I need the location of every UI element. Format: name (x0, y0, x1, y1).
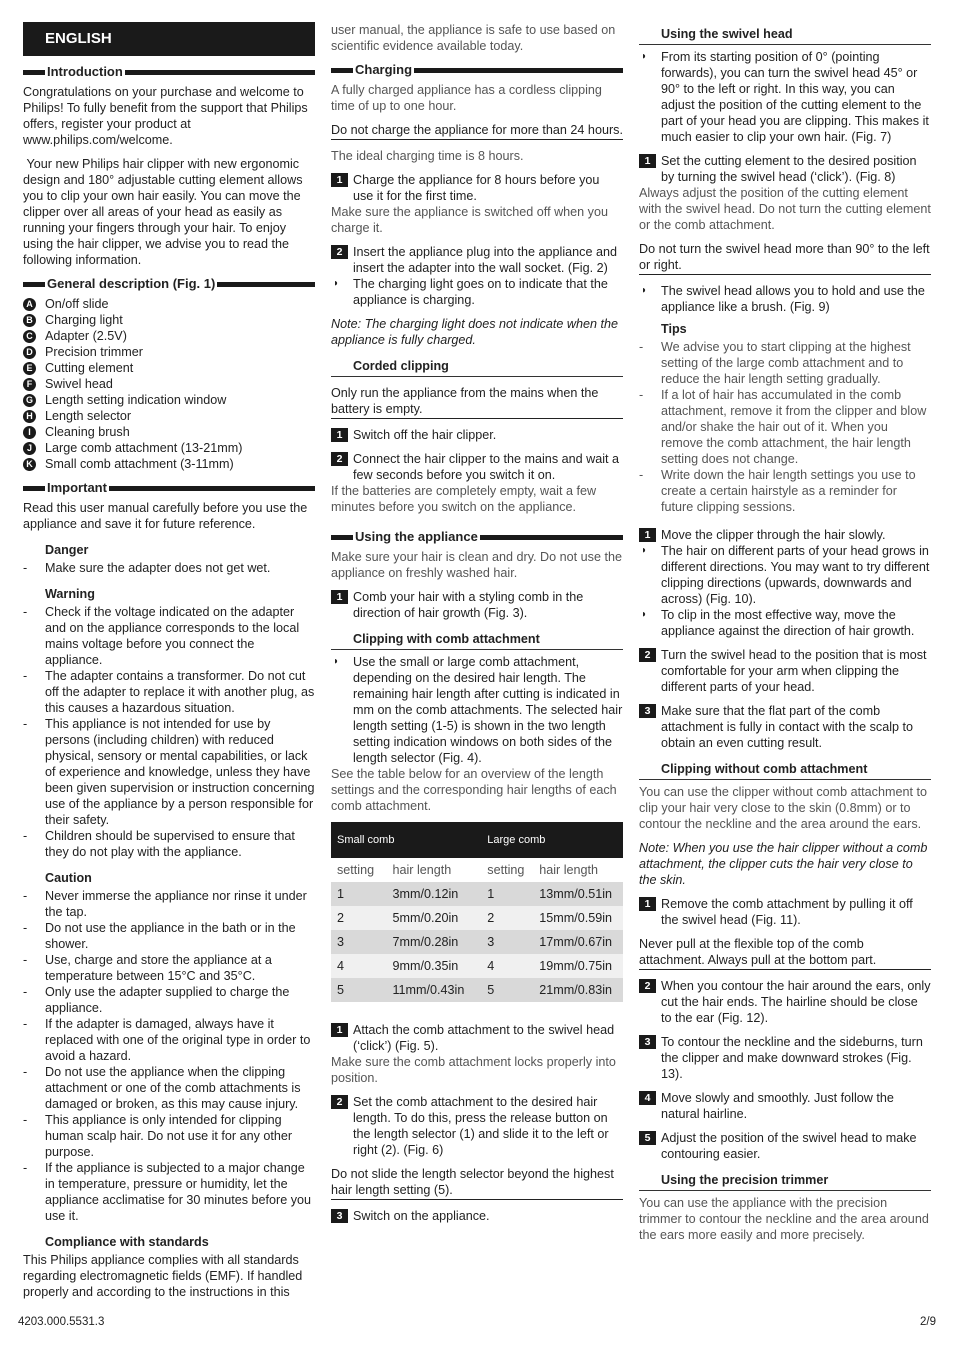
swivel-p1: Always adjust the position of the cutting element with the swivel head. Do not turn the cutting element or the comb attachment. (639, 186, 931, 232)
charging-note: Note: The charging light does not indicate when the appliance is fully charged. (331, 317, 619, 347)
charging-p3: Make sure the appliance is switched off when you charge it. (331, 205, 608, 235)
step-number-icon: 1 (331, 173, 348, 187)
part-item: K Small comb attachment (3-11mm) (23, 456, 315, 472)
swivel-step-1: 1 Set the cutting element to the desired position by turning the swivel head (‘click’). (Fig. 8) (639, 153, 931, 185)
using-step-1: 1 Comb your hair with a styling comb in the direction of hair growth (Fig. 3). (331, 589, 623, 621)
step-number-icon: 1 (331, 590, 348, 604)
length-settings-table (331, 822, 623, 1002)
table-row: 5 11mm/0.43in 5 21mm/0.83in (331, 978, 623, 1002)
part-item: G Length setting indication window (23, 392, 315, 408)
swivel-warning: Do not turn the swivel head more than 90° to the left or right. (639, 241, 931, 275)
swivel-step-s1: 1 Move the clipper through the hair slowly. (639, 527, 931, 543)
charging-step-2: 2 Insert the appliance plug into the appliance and insert the adapter into the wall socket. (Fig. 2) (331, 244, 623, 276)
part-item: C Adapter (2.5V) (23, 328, 315, 344)
letter-badge-icon: C (23, 330, 36, 343)
comb-bullet: ◗ Use the small or large comb attachment, depending on the desired hair length. The remaining hair length after cutting is indicated in mm on the comb attachments. The selected hair length setting (1-5) is shown in the two length setting indication windows on both sides of the length selector (Fig. 4). (333, 655, 623, 765)
attach-p: Make sure the comb attachment locks properly into position. (331, 1055, 616, 1085)
bullet-arrow-icon: ◗ (333, 278, 340, 289)
using-p1: Make sure your hair is clean and dry. Do not use the appliance on freshly washed hair. (331, 550, 622, 580)
corded-heading: Corded clipping (331, 358, 623, 377)
step-number-icon: 1 (331, 428, 348, 442)
page-number: 2/9 (920, 1316, 936, 1328)
bullet-arrow-icon: ◗ (641, 545, 648, 556)
attach-step-3: 3 Switch on the appliance. (331, 1208, 623, 1224)
charging-warning: Do not charge the appliance for more than 24 hours. (331, 122, 623, 140)
attach-step-1: 1 Attach the comb attachment to the swivel head (‘click’) (Fig. 5). (331, 1022, 623, 1054)
caution-heading: Caution (45, 871, 92, 885)
letter-badge-icon: E (23, 362, 36, 375)
table-row: 1 3mm/0.12in 1 13mm/0.51in (331, 882, 623, 906)
corded-warning: Only run the appliance from the mains when the battery is empty. (331, 385, 623, 419)
section-using: Using the appliance (331, 529, 623, 545)
without-heading: Clipping without comb attachment (639, 761, 931, 780)
compliance-heading: Compliance with standards (45, 1235, 209, 1249)
swivel-step-s3: 3 Make sure that the flat part of the comb attachment is fully in contact with the scalp to obtain an even cutting result. (639, 703, 931, 751)
section-important: Important (23, 480, 315, 496)
without-warning: Never pull at the flexible top of the comb attachment. Always pull at the bottom part. (639, 936, 931, 970)
corded-p: If the batteries are completely empty, wait a few minutes before you switch on the appliance. (331, 484, 597, 514)
table-subheader-row: setting hair length setting hair length (331, 858, 623, 882)
without-note: Note: When you use the hair clipper without a comb attachment, the clipper cuts the hair very close to the skin. (639, 841, 928, 887)
letter-badge-icon: H (23, 410, 36, 423)
section-general-description: General description (Fig. 1) (23, 276, 315, 292)
language-header: ENGLISH (23, 22, 315, 56)
step-number-icon: 1 (639, 528, 656, 542)
part-item: H Length selector (23, 408, 315, 424)
caution-list: - Never immerse the appliance nor rinse it under the tap. - Do not use the appliance in the bath or in the shower. - Use, charge and store the appliance at a temperature between 15°C and 35°C. - Only use the adapter supplied to charge the appliance. - If the adapter is damaged, always have it replaced with one of the original type in order to avoid a hazard. - Do not use the appliance when the clipping attachment or one of the comb attachments is damaged or broken, as this may cause injury. - This appliance is only intended for clipping human scalp hair. Do not use it for any other purpose. - If the appliance is subjected to a major change in temperature, pressure or humidity, let the appliance acclimatise for 30 minutes before you use it. (23, 888, 315, 1224)
compliance-text: This Philips appliance complies with all standards regarding electromagnetic fields (EMF). If handled properly and according to the instructions in this (23, 1253, 303, 1299)
letter-badge-icon: K (23, 458, 36, 471)
charging-p1: A fully charged appliance has a cordless clipping time of up to one hour. (331, 83, 602, 113)
letter-badge-icon: I (23, 426, 36, 439)
step-number-icon: 2 (331, 452, 348, 466)
compliance-text-cont: user manual, the appliance is safe to use based on scientific evidence available today. (331, 23, 616, 53)
table-header-small: Small comb (331, 822, 481, 858)
warning-list: - Check if the voltage indicated on the adapter and on the appliance corresponds to the local mains voltage before you connect the appliance. - The adapter contains a transformer. Do not cut off the adapter to replace it with another plug, as this causes a hazardous situation. - This appliance is not intended for use by persons (including children) with reduced physical, sensory or mental capabilities, or lack of experience and knowledge, unless they have been given supervision or instruction concerning use of the appliance by a person responsible for their safety. - Children should be supervised to ensure that they do not play with the appliance. (23, 604, 315, 860)
charging-p2: The ideal charging time is 8 hours. (331, 149, 524, 163)
swivel-bullet-b2: ◗ To clip in the most effective way, move the appliance against the direction of hair growth. (641, 608, 915, 638)
parts-list (23, 296, 315, 472)
step-number-icon: 2 (639, 648, 656, 662)
step-number-icon: 5 (639, 1131, 656, 1145)
column-1 (23, 22, 315, 1308)
step-number-icon: 1 (331, 1023, 348, 1037)
tips-heading: Tips (661, 322, 687, 336)
letter-badge-icon: B (23, 314, 36, 327)
without-step-5: 5 Adjust the position of the swivel head to make contouring easier. (639, 1130, 931, 1162)
corded-step-2: 2 Connect the hair clipper to the mains and wait a few seconds before you switch it on. (331, 451, 623, 483)
swivel-heading: Using the swivel head (639, 26, 931, 45)
danger-list: - Make sure the adapter does not get wet. (23, 560, 315, 576)
bullet-arrow-icon: ◗ (641, 609, 648, 620)
step-number-icon: 2 (331, 1095, 348, 1109)
danger-heading: Danger (45, 543, 89, 557)
charging-step-1: 1 Charge the appliance for 8 hours before you use it for the first time. (331, 172, 623, 204)
intro-paragraph-2: Your new Philips hair clipper with new ergonomic design and 180° adjustable cutting element allows you to clip your own hair easily. You can move the clipper over all areas of your head as easily as running your fingers through your hair. To enjoy using the hair clipper, we advise you to read the following information. (23, 157, 306, 267)
attach-step-2: 2 Set the comb attachment to the desired hair length. To do this, press the release button on the length selector (1) and slide it to the left or right (2). (Fig. 6) (331, 1094, 623, 1158)
letter-badge-icon: A (23, 298, 36, 311)
step-number-icon: 2 (331, 245, 348, 259)
attach-warning: Do not slide the length selector beyond the highest hair length setting (5). (331, 1166, 623, 1200)
letter-badge-icon: J (23, 442, 36, 455)
part-item: J Large comb attachment (13-21mm) (23, 440, 315, 456)
document-code: 4203.000.5531.3 (18, 1316, 105, 1328)
comb-heading: Clipping with comb attachment (331, 631, 623, 650)
bullet-arrow-icon: ◗ (641, 51, 648, 62)
part-item: I Cleaning brush (23, 424, 315, 440)
column-2 (331, 22, 623, 1224)
swivel-step-s2: 2 Turn the swivel head to the position that is most comfortable for your arm when clipping the different parts of your head. (639, 647, 931, 695)
step-number-icon: 2 (639, 979, 656, 993)
table-row: 3 7mm/0.28in 3 17mm/0.67in (331, 930, 623, 954)
bullet-arrow-icon: ◗ (641, 285, 648, 296)
swivel-bullet-1: ◗ From its starting position of 0° (pointing forwards), you can turn the swivel head 45° or 90° to the left or right. In this way, you can adjust the position of the cutting element to the part of your head you are clipping. This makes it much easier to clip your own hair. (Fig. 7) (641, 50, 929, 144)
warning-heading: Warning (45, 587, 95, 601)
letter-badge-icon: D (23, 346, 36, 359)
without-step-3: 3 To contour the neckline and the sideburns, turn the clipper and make downward strokes (Fig. 13). (639, 1034, 931, 1082)
swivel-bullet-2: ◗ The swivel head allows you to hold and use the appliance like a brush. (Fig. 9) (641, 284, 925, 314)
table-row: 4 9mm/0.35in 4 19mm/0.75in (331, 954, 623, 978)
precision-p1: You can use the appliance with the precision trimmer to contour the neckline and the area around the ears more easily and more precisely. (639, 1196, 929, 1242)
part-item: D Precision trimmer (23, 344, 315, 360)
part-item: E Cutting element (23, 360, 315, 376)
table-header-large: Large comb (481, 822, 623, 858)
without-step-4: 4 Move slowly and smoothly. Just follow the natural hairline. (639, 1090, 931, 1122)
step-number-icon: 3 (331, 1209, 348, 1223)
section-introduction: Introduction (23, 64, 315, 80)
charging-bullet: ◗ The charging light goes on to indicate that the appliance is charging. (333, 277, 608, 307)
without-step-2: 2 When you contour the hair around the ears, only cut the hair ends. The hairline should be close to the ear (Fig. 12). (639, 978, 931, 1026)
intro-paragraph-1: Congratulations on your purchase and welcome to Philips! To fully benefit from the support that Philips offers, register your product at www.philips.com/welcome. (23, 85, 308, 147)
step-number-icon: 1 (639, 154, 656, 168)
step-number-icon: 1 (639, 897, 656, 911)
corded-step-1: 1 Switch off the hair clipper. (331, 427, 623, 443)
precision-heading: Using the precision trimmer (639, 1172, 931, 1191)
swivel-bullet-b1: ◗ The hair on different parts of your head grows in different directions. You may want to try different clipping directions (upwards, downwards and across) (Fig. 10). (641, 544, 930, 606)
step-number-icon: 3 (639, 1035, 656, 1049)
part-item: B Charging light (23, 312, 315, 328)
without-p1: You can use the clipper without comb attachment to clip your hair very close to the skin (0.8mm) or to contour the neckline and the area around the ears. (639, 785, 927, 831)
important-intro: Read this user manual carefully before you use the appliance and save it for future reference. (23, 501, 308, 531)
step-number-icon: 4 (639, 1091, 656, 1105)
comb-p: See the table below for an overview of the length settings and the corresponding hair lengths of each comb attachment. (331, 767, 617, 813)
bullet-arrow-icon: ◗ (333, 656, 340, 667)
without-step-1: 1 Remove the comb attachment by pulling it off the swivel head (Fig. 11). (639, 896, 931, 928)
letter-badge-icon: G (23, 394, 36, 407)
table-row: 2 5mm/0.20in 2 15mm/0.59in (331, 906, 623, 930)
tips-list: - We advise you to start clipping at the highest setting of the large comb attachment and to reduce the hair length setting gradually. - If a lot of hair has accumulated in the comb attachment, remove it from the clipper and blow and/or shake the hair out of it. When you remove the comb attachment, the hair length setting does not change. - Write down the hair length settings you use to create a certain hairstyle as a reminder for future clipping sessions. (639, 339, 931, 515)
section-charging: Charging (331, 62, 623, 78)
part-item: F Swivel head (23, 376, 315, 392)
letter-badge-icon: F (23, 378, 36, 391)
step-number-icon: 3 (639, 704, 656, 718)
column-3 (639, 22, 931, 1251)
part-item: A On/off slide (23, 296, 315, 312)
